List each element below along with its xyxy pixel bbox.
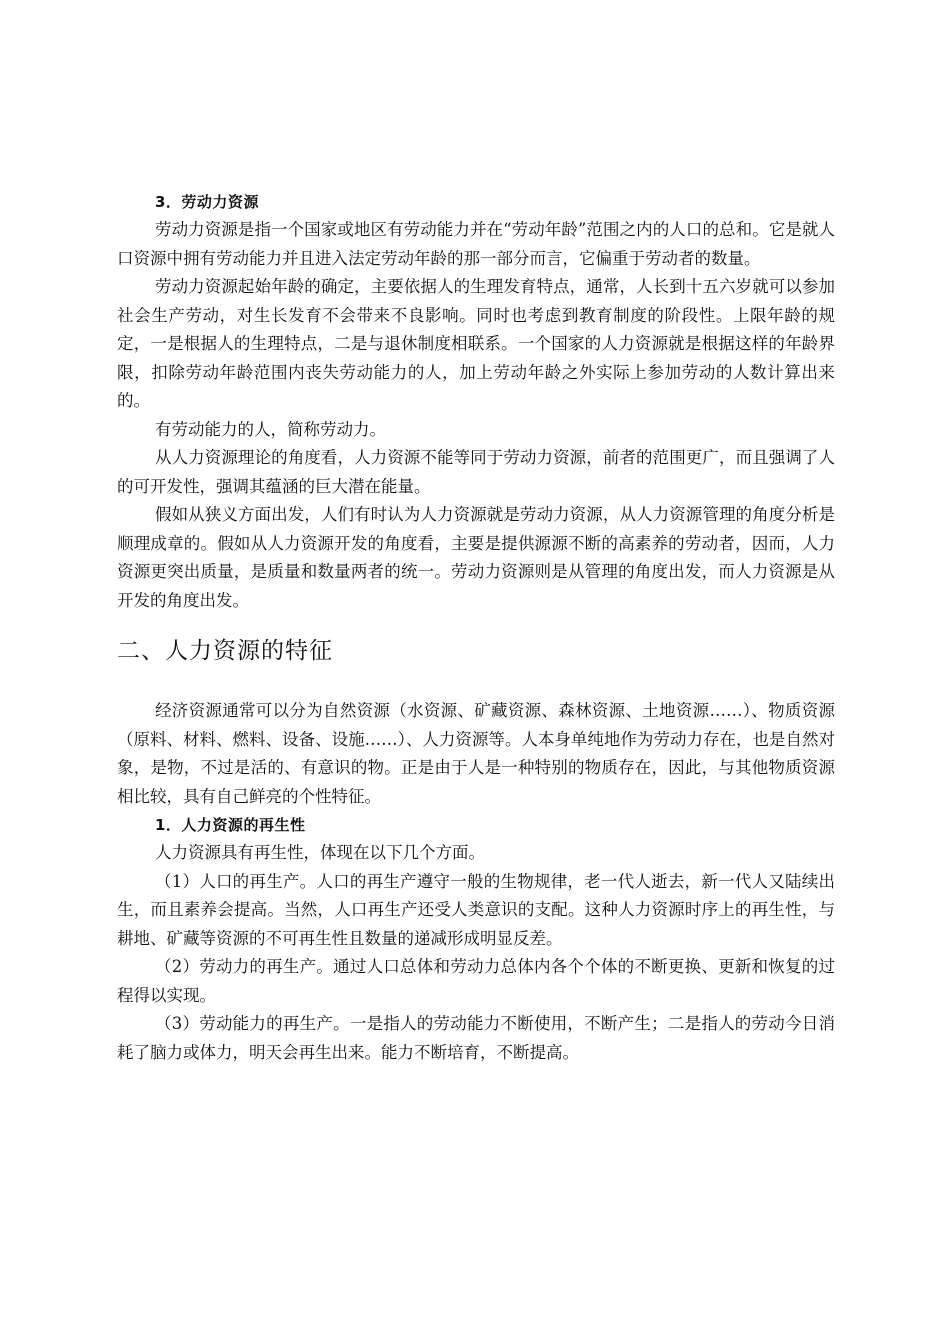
paragraph: （1）人口的再生产。人口的再生产遵守一般的生物规律，老一代人逝去，新一代人又陆续出生，而且素养会提高。当然，人口再生产还受人类意识的支配。这种人力资源时序上的再生性，与耕地、矿藏等资源的不可再生性且数量的递减形成明显反差。 xyxy=(117,871,835,948)
subsection-heading-renewability: 1．人力资源的再生性 xyxy=(155,816,306,834)
section-heading-labor-resources: 3．劳动力资源 xyxy=(155,193,259,211)
page-content xyxy=(117,188,835,1067)
paragraph: 假如从狭义方面出发，人们有时认为人力资源就是劳动力资源，从人力资源管理的角度分析是顺理成章的。假如从人力资源开发的角度看，主要是提供源源不断的高素养的劳动者，因而，人力资源更突出质量，是质量和数量两者的统一。劳动力资源则是从管理的角度出发，而人力资源是从开发的角度出发。 xyxy=(117,505,835,610)
paragraph: 劳动力资源起始年龄的确定，主要依据人的生理发育特点，通常，人长到十五六岁就可以参加社会生产劳动，对生长发育不会带来不良影响。同时也考虑到教育制度的阶段性。上限年龄的规定，一是根据人的生理特点，二是与退休制度相联系。一个国家的人力资源就是根据这样的年龄界限，扣除劳动年龄范围内丧失劳动能力的人，加上劳动年龄之外实际上参加劳动的人数计算出来的。 xyxy=(117,277,835,410)
paragraph: 有劳动能力的人，简称劳动力。 xyxy=(155,419,386,439)
chapter-heading-hr-characteristics: 二、人力资源的特征 xyxy=(117,638,333,664)
paragraph: 经济资源通常可以分为自然资源（水资源、矿藏资源、森林资源、土地资源……）、物质资源（原料、材料、燃料、设备、设施……）、人力资源等。人本身单纯地作为劳动力存在，也是自然对象，是物，不过是活的、有意识的物。正是由于人是一种特别的物质存在，因此，与其他物质资源相比较，具有自己鲜亮的个性特征。 xyxy=(117,701,835,806)
paragraph: （3）劳动能力的再生产。一是指人的劳动能力不断使用，不断产生；二是指人的劳动今日消耗了脑力或体力，明天会再生出来。能力不断培育，不断提高。 xyxy=(117,1014,835,1062)
paragraph: 劳动力资源是指一个国家或地区有劳动能力并在“劳动年龄”范围之内的人口的总和。它是就人口资源中拥有劳动能力并且进入法定劳动年龄的那一部分而言，它偏重于劳动者的数量。 xyxy=(117,220,835,268)
paragraph: 人力资源具有再生性，体现在以下几个方面。 xyxy=(155,843,485,862)
paragraph: 从人力资源理论的角度看，人力资源不能等同于劳动力资源，前者的范围更广，而且强调了人的可开发性，强调其蕴涵的巨大潜在能量。 xyxy=(117,448,835,496)
paragraph: （2）劳动力的再生产。通过人口总体和劳动力总体内各个个体的不断更换、更新和恢复的过程得以实现。 xyxy=(117,957,835,1005)
